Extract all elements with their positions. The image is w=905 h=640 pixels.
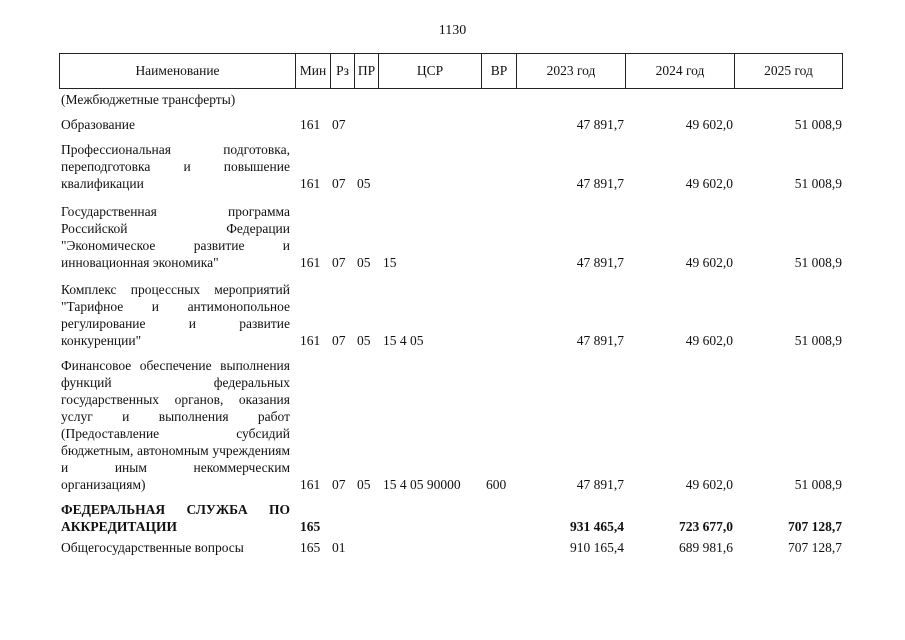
cell-rz: 07 (332, 255, 346, 270)
column-header-rz: Рз (331, 54, 355, 88)
cell-2023: 47 891,7 (576, 255, 624, 270)
cell-rz: 07 (332, 477, 346, 492)
row-name: ФЕДЕРАЛЬНАЯ СЛУЖБА ПО АККРЕДИТАЦИИ (61, 502, 290, 534)
page-number: 1130 (438, 23, 467, 38)
cell-rz: 07 (332, 333, 346, 348)
cell-min: 161 (300, 176, 321, 191)
cell-2024: 49 602,0 (685, 477, 733, 492)
table-row (0, 501, 905, 535)
cell-2025: 51 008,9 (794, 176, 842, 191)
cell-2023: 47 891,7 (576, 477, 624, 492)
cell-2025: 51 008,9 (794, 255, 842, 270)
column-header-2025: 2025 год (764, 63, 813, 78)
cell-2023: 910 165,4 (570, 540, 624, 555)
table-row (0, 91, 905, 108)
cell-2023: 47 891,7 (576, 333, 624, 348)
column-header-2024: 2024 год (626, 54, 735, 88)
row-name: Образование (61, 117, 135, 132)
row-name: Финансовое обеспечение выполнения функций федеральных государственных органов, оказания услуг и выполнения работ (Предоставление субсидий бюджетным, автономным учреждениям и иным некоммерческим организациям) (61, 358, 290, 492)
cell-pr: 05 (357, 333, 371, 348)
cell-2025: 51 008,9 (794, 117, 842, 132)
cell-2024: 49 602,0 (685, 176, 733, 191)
cell-2024: 689 981,6 (679, 540, 733, 555)
cell-min: 161 (300, 477, 321, 492)
row-name: (Межбюджетные трансферты) (61, 92, 236, 107)
cell-2023: 47 891,7 (576, 117, 624, 132)
table-row (0, 116, 905, 133)
cell-vr: 600 (486, 477, 507, 492)
column-header-min: Мин (296, 54, 331, 88)
cell-min: 161 (300, 117, 321, 132)
cell-csr: 15 4 05 90000 (383, 477, 461, 492)
column-header-pr: ПР (355, 54, 379, 88)
table-row (0, 141, 905, 192)
cell-2025: 707 128,7 (788, 540, 842, 555)
table-row (0, 281, 905, 349)
cell-2023: 931 465,4 (570, 519, 624, 534)
column-header-2023: 2023 год (517, 54, 626, 88)
cell-pr: 05 (357, 255, 371, 270)
table-header (59, 53, 843, 89)
row-name: Общегосударственные вопросы (61, 540, 244, 555)
table-row (0, 203, 905, 271)
cell-2024: 49 602,0 (685, 333, 733, 348)
row-name: Комплекс процессных мероприятий "Тарифное и антимонопольное регулирование и развитие конкуренции" (61, 282, 290, 348)
cell-min: 161 (300, 255, 321, 270)
cell-rz: 01 (332, 540, 346, 555)
cell-pr: 05 (357, 176, 371, 191)
column-header-vr: ВР (482, 54, 517, 88)
cell-csr: 15 (383, 255, 397, 270)
cell-rz: 07 (332, 176, 346, 191)
row-name: Профессиональная подготовка, переподготовка и повышение квалификации (61, 142, 290, 191)
cell-csr: 15 4 05 (383, 333, 424, 348)
cell-min: 161 (300, 333, 321, 348)
cell-min: 165 (300, 540, 321, 555)
cell-2025: 51 008,9 (794, 333, 842, 348)
cell-2025: 707 128,7 (788, 519, 842, 534)
table-row (0, 539, 905, 556)
cell-pr: 05 (357, 477, 371, 492)
cell-2024: 49 602,0 (685, 255, 733, 270)
table-row (0, 357, 905, 493)
cell-rz: 07 (332, 117, 346, 132)
row-name: Государственная программа Российской Федерации "Экономическое развитие и инновационная экономика" (61, 204, 290, 270)
cell-2024: 723 677,0 (679, 519, 733, 534)
column-header-name: Наименование (60, 54, 296, 88)
cell-2023: 47 891,7 (576, 176, 624, 191)
column-header-csr: ЦСР (379, 54, 482, 88)
cell-2025: 51 008,9 (794, 477, 842, 492)
cell-min: 165 (300, 519, 321, 534)
cell-2024: 49 602,0 (685, 117, 733, 132)
